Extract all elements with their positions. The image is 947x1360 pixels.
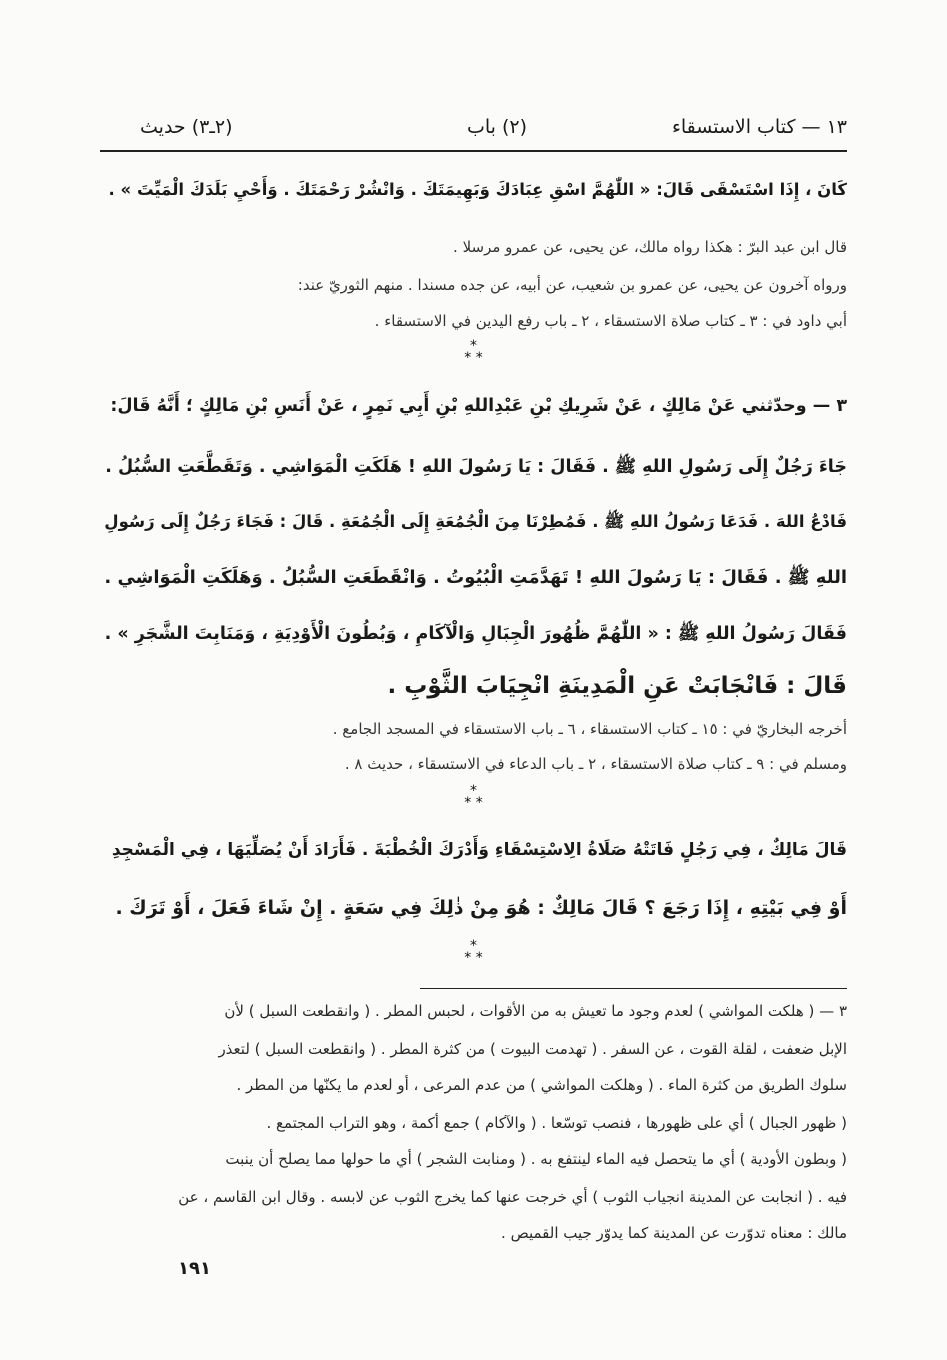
takhrij-line: ومسلم في : ٩ ـ كتاب صلاة الاستسقاء ، ٢ ـ باب الدعاء في الاستسقاء ، حديث ٨ . [344,755,847,773]
footnote-line: الإبل ضعفت ، لقلة القوت ، عن السفر . ( تهدمت البيوت ) من كثرة المطر . ( وانقطعت السبل ) لتعذر [218,1040,847,1058]
page-number: ١٩١ [178,1258,211,1279]
commentary-line: أبي داود في : ٣ ـ كتاب صلاة الاستسقاء ، ٢ ـ باب رفع اليدين في الاستسقاء . [374,312,847,330]
hadith-text-line: اللهِ ﷺ . فَقَالَ : يَا رَسُولَ اللهِ ! تَهَدَّمَتِ الْبُيُوتُ . وَانْقَطَعَتِ السُّبُلُ . وَهَلَكَتِ الْمَوَاشِي . [104,567,847,588]
footnote-line: ( ظهور الجبال ) أي على ظهورها ، فنصب توسّعا . ( والآكام ) جمع أكمة ، وهو التراب المجتمع . [266,1114,847,1132]
commentary-line: ورواه آخرون عن يحيى، عن عمرو بن شعيب، عن أبيه، عن جده مسندا . منهم الثوريّ عند: [297,276,847,294]
hadith-text-line: فَقَالَ رَسُولُ اللهِ ﷺ : « اللّٰهُمَّ ظُهُورَ الْجِبَالِ وَالْآكَامِ ، وَبُطُونَ الْأَوْدِيَةِ ، وَمَنَابِتَ الشَّجَرِ » . [104,624,847,644]
header-hadith-number: (٢ـ٣) حديث [140,116,233,138]
footnote-line: فيه . ( انجابت عن المدينة انجياب الثوب ) أي خرجت عنها كما يخرج الثوب عن لابسه . وقال ابن القاسم ، عن [178,1188,847,1206]
header-book-title: ١٣ — كتاب الاستسقاء [671,116,847,138]
footnote-line: ( وبطون الأودية ) أي ما يتحصل فيه الماء لينتفع به . ( ومنابت الشجر ) أي ما حولها مما يصلح أن ينبت [225,1150,847,1168]
section-separator-stars: * * * [464,783,483,811]
malik-text-line: قَالَ مَالِكٌ ، فِي رَجُلٍ فَاتَتْهُ صَلَاةُ الِاسْتِسْقَاءِ وَأَدْرَكَ الْخُطْبَةَ . فَأَرَادَ أَنْ يُصَلِّيَهَا ، فِي الْمَسْجِدِ [111,840,847,860]
running-header [100,108,847,148]
footnote-divider [420,988,847,989]
section-separator-stars: * * * [464,338,483,366]
footnote-line: ٣ — ( هلكت المواشي ) لعدم وجود ما تعيش به من الأقوات ، لحبس المطر . ( وانقطعت السبل ) لأن [224,1002,847,1020]
header-divider [100,150,847,152]
hadith-text-line: ٣ — وحدّثني عَنْ مَالِكٍ ، عَنْ شَرِيكِ بْنِ عَبْدِاللهِ بْنِ أَبِي نَمِرٍ ، عَنْ أَنَسِ بْنِ مَالِكٍ ؛ أَنَّهُ قَالَ: [110,396,847,416]
footnote-line: مالك : معناه تدوّرت عن المدينة كما يدوّر جيب القميص . [501,1224,847,1242]
section-separator-stars: * * * [464,938,483,966]
hadith-text-line: كَانَ ، إِذَا اسْتَسْقَى قَالَ: « اللّٰهُمَّ اسْقِ عِبَادَكَ وَبَهِيمَتَكَ . وَانْشُرْ رَحْمَتَكَ . وَأَحْيِ بَلَدَكَ الْمَيِّتَ » . [108,180,847,199]
hadith-text-line: جَاءَ رَجُلٌ إِلَى رَسُولِ اللهِ ﷺ . فَقَالَ : يَا رَسُولَ اللهِ ! هَلَكَتِ الْمَوَاشِي . وَتَقَطَّعَتِ السُّبُلُ . [105,457,847,477]
hadith-text-line: قَالَ : فَانْجَابَتْ عَنِ الْمَدِينَةِ انْجِيَابَ الثَّوْبِ . [387,673,847,699]
takhrij-line: أخرجه البخاريّ في : ١٥ ـ كتاب الاستسقاء ، ٦ ـ باب الاستسقاء في المسجد الجامع . [332,720,847,738]
commentary-line: قال ابن عبد البرّ : هكذا رواه مالك، عن يحيى، عن عمرو مرسلا . [453,238,847,256]
footnote-line: سلوك الطريق من كثرة الماء . ( وهلكت المواشي ) من عدم المرعى ، أو لعدم ما يكنّها من المطر . [236,1076,847,1094]
hadith-text-line: فَادْعُ اللهَ . فَدَعَا رَسُولُ اللهِ ﷺ . فَمُطِرْنَا مِنَ الْجُمُعَةِ إِلَى الْجُمُعَةِ . قَالَ : فَجَاءَ رَجُلٌ إِلَى رَسُولِ [104,512,847,531]
malik-text-line: أَوْ فِي بَيْتِهِ ، إِذَا رَجَعَ ؟ قَالَ مَالِكٌ : هُوَ مِنْ ذٰلِكَ فِي سَعَةٍ . إِنْ شَاءَ فَعَلَ ، أَوْ تَرَكَ . [115,897,847,919]
header-chapter: (٢) باب [466,116,527,138]
